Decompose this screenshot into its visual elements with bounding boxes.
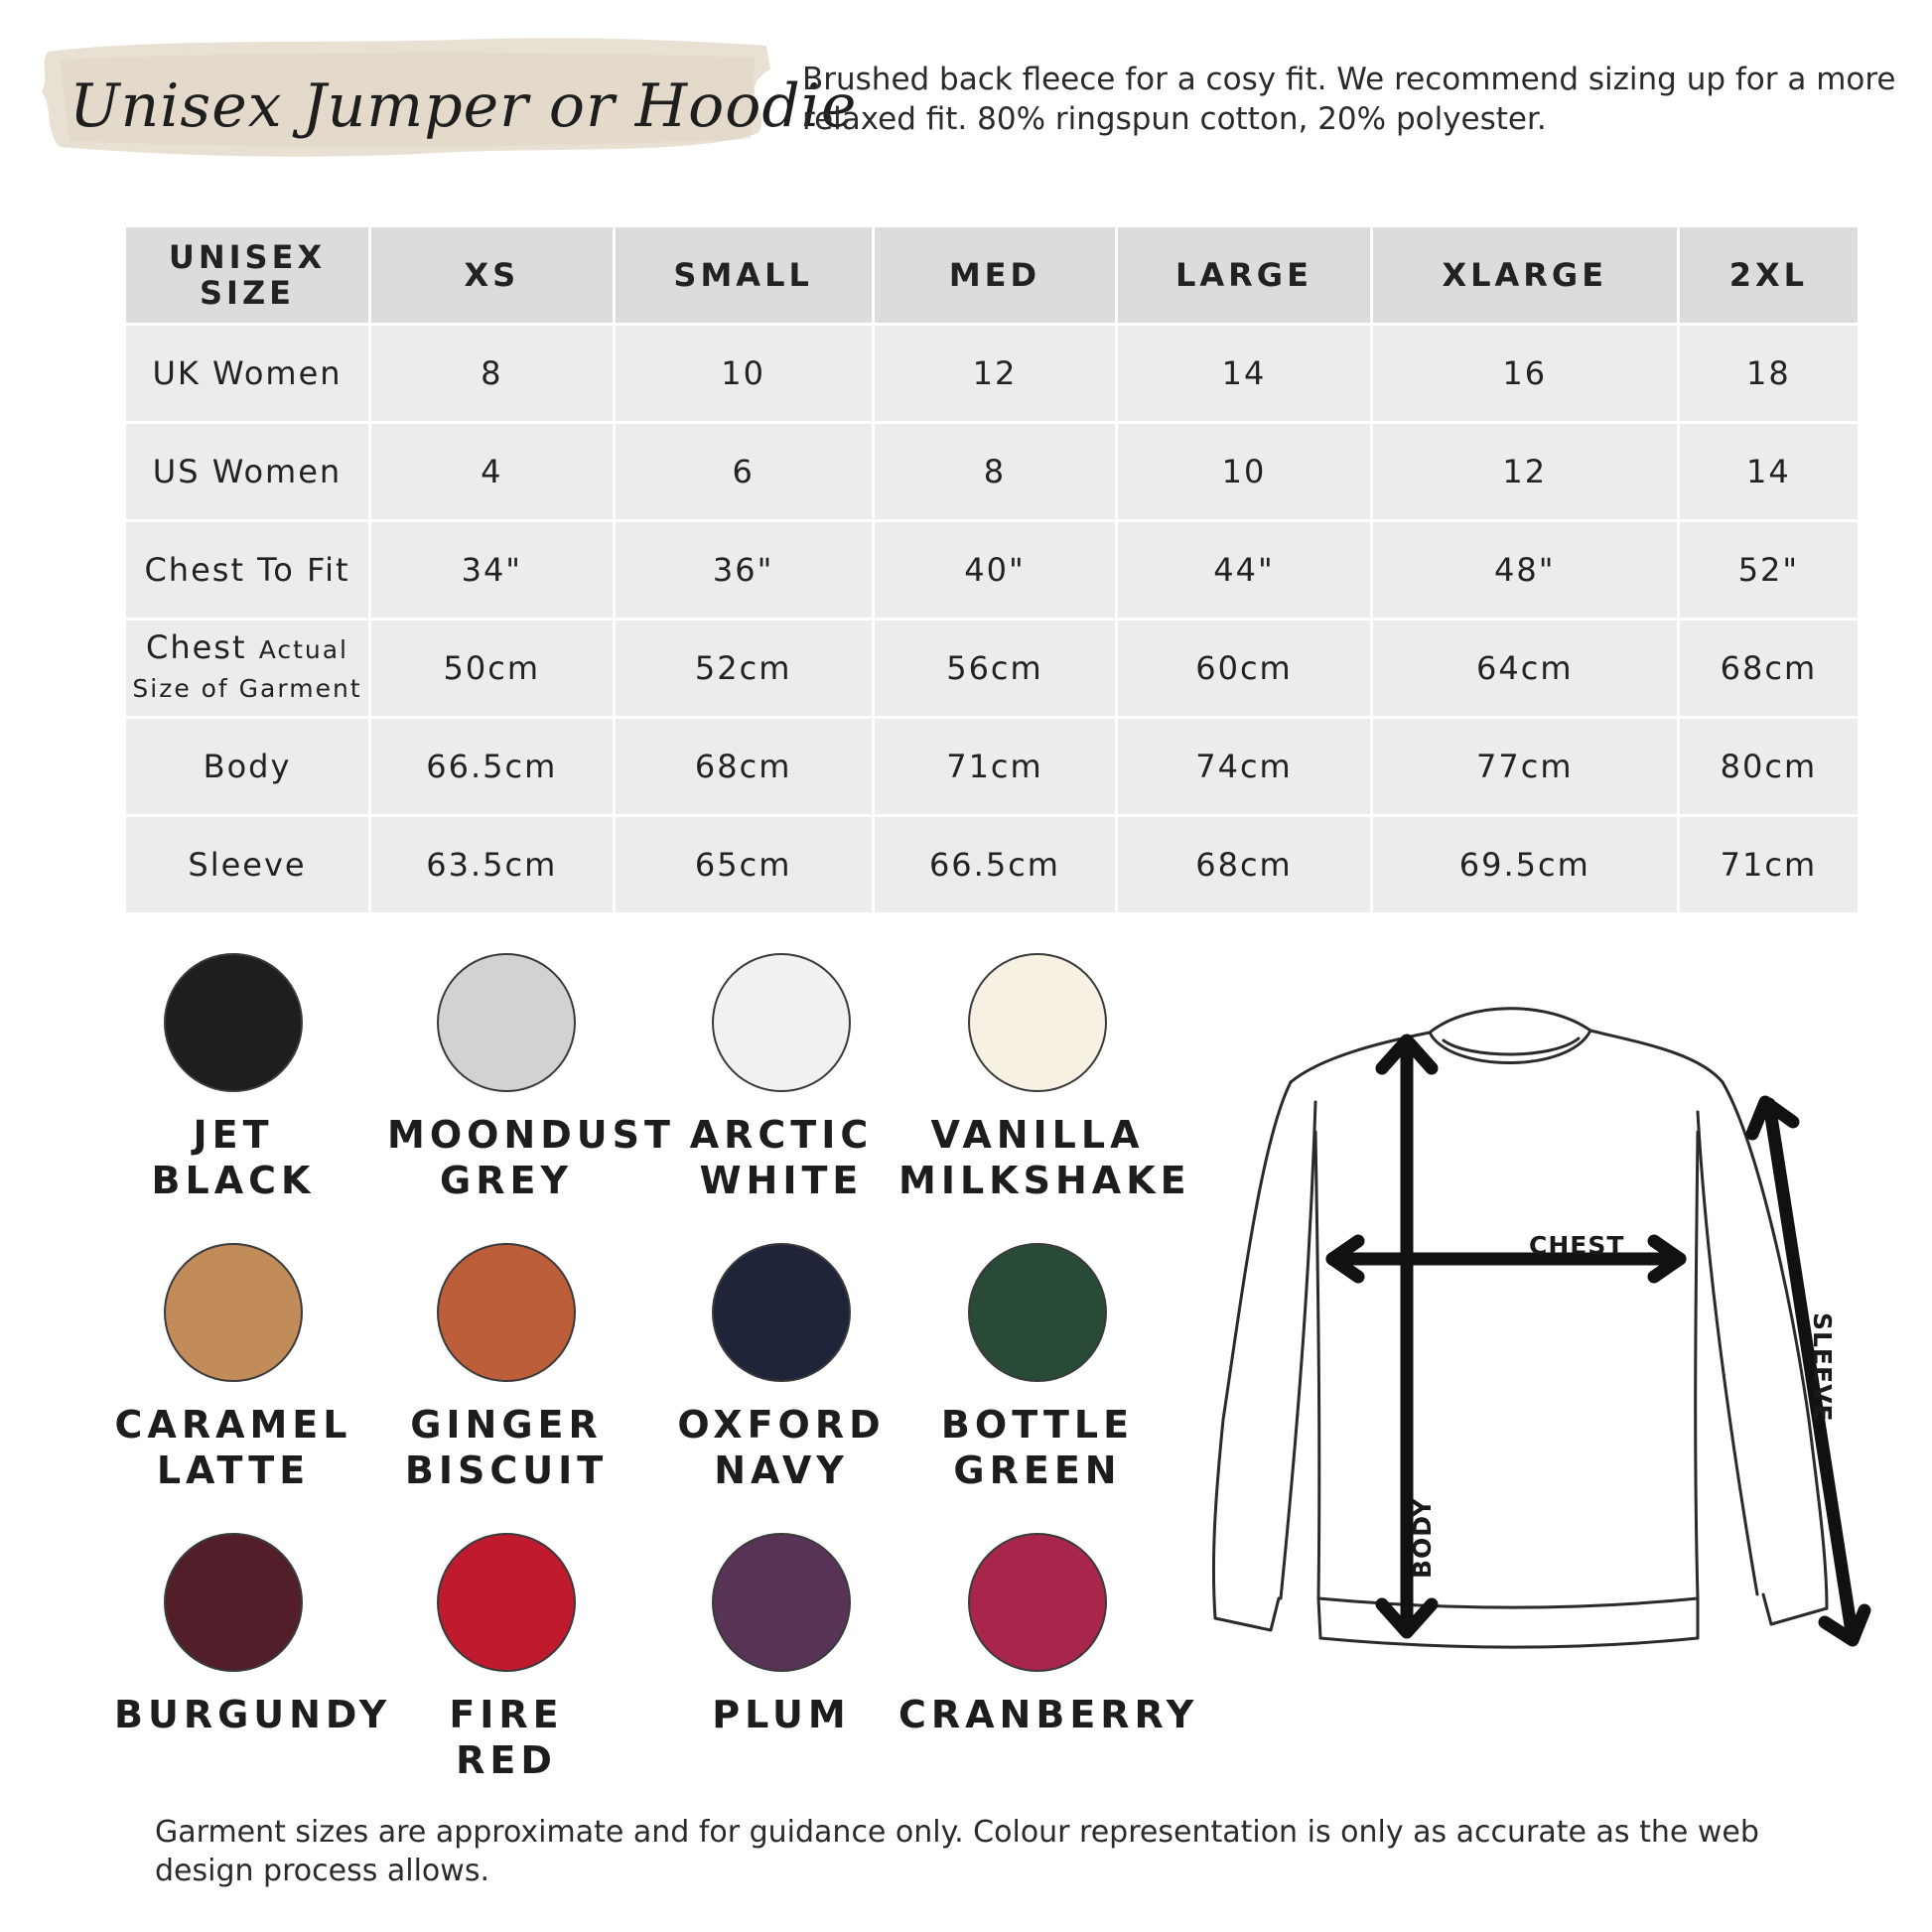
table-row (126, 326, 1858, 421)
colour-name: CRANBERRY (898, 1693, 1199, 1736)
table-row (126, 522, 1858, 618)
table-cell: 52" (1680, 522, 1858, 618)
colour-circle (712, 953, 851, 1092)
table-cell: 14 (1680, 424, 1858, 519)
table-cell: 52cm (616, 621, 872, 716)
chest-label: CHEST (1529, 1231, 1625, 1260)
header-label-line2: SIZE (199, 274, 295, 312)
colour-circle (968, 1533, 1107, 1672)
table-cell: 65cm (616, 817, 872, 912)
table-cell: 50cm (371, 621, 613, 716)
colour-circle (968, 953, 1107, 1092)
colour-swatch[interactable] (114, 1243, 352, 1493)
header-size: LARGE (1118, 227, 1369, 323)
table-cell: 60cm (1118, 621, 1369, 716)
colour-swatch[interactable] (898, 1243, 1176, 1493)
disclaimer-text: Garment sizes are approximate and for guidance only. Colour representation is only as accurate as the web design process allows. (155, 1815, 1759, 1888)
header-size: XLARGE (1373, 227, 1677, 323)
row-label: US Women (126, 424, 368, 519)
table-cell: 14 (1118, 326, 1369, 421)
colour-name: MOONDUST GREY (387, 1113, 675, 1202)
table-cell: 66.5cm (371, 719, 613, 814)
table-cell: 68cm (1680, 621, 1858, 716)
table-cell: 48" (1373, 522, 1677, 618)
colour-name: BOTTLE GREEN (940, 1403, 1135, 1492)
row-label-small: Size of Garment (132, 674, 362, 703)
table-cell: 6 (616, 424, 872, 519)
table-row (126, 817, 1858, 912)
title-banner (40, 30, 858, 169)
colour-circle (164, 1243, 303, 1382)
row-label: Body (126, 719, 368, 814)
colour-swatch[interactable] (387, 1533, 625, 1783)
row-label: UK Women (126, 326, 368, 421)
table-row (126, 424, 1858, 519)
sleeve-label: SLEEVE (1808, 1312, 1837, 1423)
table-cell: 16 (1373, 326, 1677, 421)
table-cell: 77cm (1373, 719, 1677, 814)
table-cell: 12 (875, 326, 1116, 421)
colour-circle (437, 953, 576, 1092)
table-cell: 8 (371, 326, 613, 421)
colour-swatch[interactable] (898, 953, 1191, 1203)
header-size: MED (875, 227, 1116, 323)
row-label (126, 621, 368, 716)
colour-circle (712, 1533, 851, 1672)
product-description: Brushed back fleece for a cosy fit. We recommend sizing up for a more relaxed fit. 80% ringspun cotton, 20% polyester. (802, 62, 1896, 137)
table-cell: 40" (875, 522, 1116, 618)
measurement-diagram (1201, 1003, 1886, 1727)
colour-swatch[interactable] (898, 1533, 1199, 1737)
table-cell: 8 (875, 424, 1116, 519)
table-cell: 66.5cm (875, 817, 1116, 912)
colour-circle (164, 1533, 303, 1672)
colour-swatch-grid (99, 953, 1199, 1797)
size-chart-table (123, 224, 1861, 915)
colour-circle (968, 1243, 1107, 1382)
colour-name: CARAMEL LATTE (114, 1403, 352, 1492)
colour-swatch[interactable] (387, 1243, 625, 1493)
colour-swatch[interactable] (662, 953, 900, 1203)
colour-circle (437, 1243, 576, 1382)
colour-circle (712, 1243, 851, 1382)
colour-name: PLUM (712, 1693, 851, 1736)
header-label-line1: UNISEX (168, 238, 327, 276)
table-cell: 64cm (1373, 621, 1677, 716)
body-label: BODY (1408, 1497, 1437, 1579)
header-size: SMALL (616, 227, 872, 323)
table-cell: 10 (1118, 424, 1369, 519)
table-cell: 71cm (1680, 817, 1858, 912)
row-label-small: Actual (258, 635, 349, 664)
table-cell: 80cm (1680, 719, 1858, 814)
table-cell: 56cm (875, 621, 1116, 716)
table-cell: 10 (616, 326, 872, 421)
sweatshirt-outline-illustration (1201, 1003, 1886, 1727)
colour-name: FIRE RED (449, 1693, 564, 1782)
table-cell: 34" (371, 522, 613, 618)
colour-name: VANILLA MILKSHAKE (898, 1113, 1191, 1202)
header-unisex-size (126, 227, 368, 323)
table-cell: 36" (616, 522, 872, 618)
table-cell: 68cm (616, 719, 872, 814)
table-cell: 68cm (1118, 817, 1369, 912)
table-cell: 12 (1373, 424, 1677, 519)
table-cell: 71cm (875, 719, 1116, 814)
colour-swatch[interactable] (662, 1533, 900, 1737)
colour-name: BURGUNDY (114, 1693, 392, 1736)
colour-name: GINGER BISCUIT (404, 1403, 609, 1492)
table-cell: 63.5cm (371, 817, 613, 912)
colour-swatch[interactable] (114, 1533, 392, 1737)
header-size: 2XL (1680, 227, 1858, 323)
table-cell: 74cm (1118, 719, 1369, 814)
row-label-main: Chest (145, 628, 247, 666)
colour-swatch[interactable] (662, 1243, 900, 1493)
colour-circle (437, 1533, 576, 1672)
table-cell: 69.5cm (1373, 817, 1677, 912)
row-label: Sleeve (126, 817, 368, 912)
header-size: XS (371, 227, 613, 323)
page-title: Unisex Jumper or Hoodie (69, 71, 858, 141)
colour-circle (164, 953, 303, 1092)
table-cell: 4 (371, 424, 613, 519)
table-header-row (126, 227, 1858, 323)
table-cell: 44" (1118, 522, 1369, 618)
colour-name: OXFORD NAVY (677, 1403, 886, 1492)
colour-swatch[interactable] (387, 953, 675, 1203)
colour-swatch[interactable] (114, 953, 352, 1203)
colour-name: ARCTIC WHITE (689, 1113, 874, 1202)
colour-name: JET BLACK (151, 1113, 316, 1202)
table-row (126, 621, 1858, 716)
table-row (126, 719, 1858, 814)
row-label: Chest To Fit (126, 522, 368, 618)
table-cell: 18 (1680, 326, 1858, 421)
